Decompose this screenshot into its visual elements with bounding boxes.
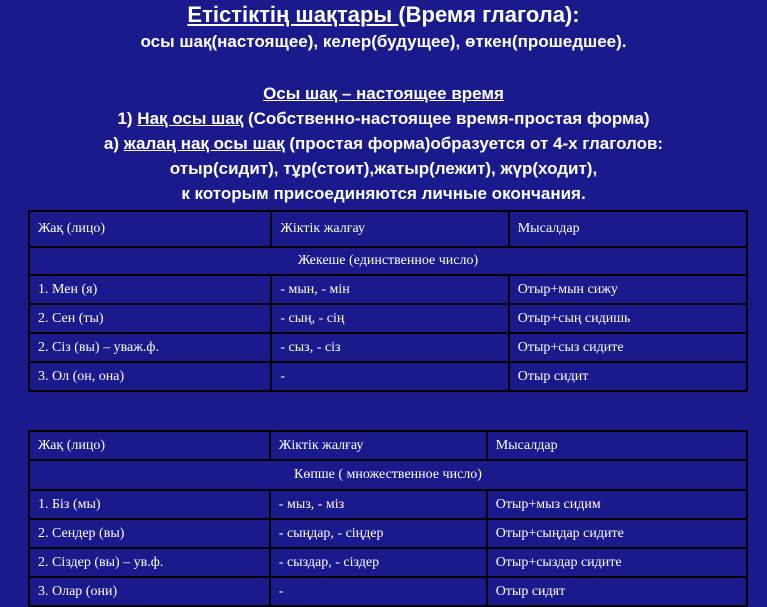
cell-example: Отыр сидят — [487, 577, 747, 606]
item-2 — [0, 134, 767, 154]
header-person: Жақ (лицо) — [29, 211, 271, 247]
header-examples: Мысалдар — [487, 431, 747, 460]
slide-subtitle: осы шақ(настоящее), келер(будущее), өткен(прошедшее). — [140, 32, 627, 51]
cell-ending: - сыз, - сіз — [271, 333, 508, 362]
header-ending: Жіктік жалғау — [271, 211, 508, 247]
plural-table — [28, 430, 748, 607]
title-underlined: Етістіктің шақтары — [187, 2, 399, 27]
table-row — [29, 577, 747, 606]
table-row — [29, 304, 747, 333]
table-header-row — [29, 211, 747, 247]
cell-person: 2. Сіздер (вы) – ув.ф. — [29, 548, 270, 577]
singular-table — [28, 210, 748, 392]
table-row — [29, 548, 747, 577]
cell-ending: - — [270, 577, 487, 606]
item-1-underlined: Нақ осы шақ — [137, 109, 244, 128]
singular-subheader: Жекеше (единственное число) — [29, 247, 747, 275]
cell-example: Отыр+сыз сидите — [509, 333, 747, 362]
item-2-prefix: а) — [103, 134, 124, 153]
cell-person: 2. Сендер (вы) — [29, 519, 270, 548]
cell-ending: - мыз, - міз — [270, 490, 487, 519]
cell-person: 3. Олар (они) — [29, 577, 270, 606]
header-ending: Жіктік жалғау — [270, 431, 487, 460]
cell-example: Отыр+мыз сидим — [487, 490, 747, 519]
cell-ending: - сыңдар, - сіңдер — [270, 519, 487, 548]
table-row — [29, 275, 747, 304]
endings-line: к которым присоединяются личные окончания. — [181, 184, 586, 203]
section-heading-text: Осы шақ – настоящее время — [263, 84, 504, 103]
table-row — [29, 362, 747, 391]
cell-example: Отыр+сыңдар сидите — [487, 519, 747, 548]
header-person: Жақ (лицо) — [29, 431, 270, 460]
cell-example: Отыр+мын сижу — [509, 275, 747, 304]
cell-example: Отыр сидит — [509, 362, 747, 391]
cell-person: 1. Біз (мы) — [29, 490, 270, 519]
item-1-rest: (Собственно-настоящее время-простая форма) — [243, 109, 650, 128]
cell-ending: - — [271, 362, 508, 391]
table-row — [29, 519, 747, 548]
section-heading — [0, 84, 767, 104]
table-row — [29, 333, 747, 362]
header-examples: Мысалдар — [509, 211, 747, 247]
item-2-underlined: жалаң нақ осы шақ — [123, 134, 285, 153]
cell-person: 1. Мен (я) — [29, 275, 271, 304]
cell-person: 3. Ол (он, она) — [29, 362, 271, 391]
item-1-prefix: 1) — [117, 109, 138, 128]
slide-title — [0, 2, 767, 28]
table-header-row — [29, 431, 747, 460]
title-rest: (Время глагола): — [398, 2, 580, 27]
cell-person: 2. Сіз (вы) – уваж.ф. — [29, 333, 271, 362]
cell-person: 2. Сен (ты) — [29, 304, 271, 333]
verbs-line: отыр(сидит), тұр(стоит),жатыр(лежит), жүр(ходит), — [169, 159, 598, 178]
item-2-rest: (простая форма)образуется от 4-х глаголов: — [284, 134, 664, 153]
table-subheader-row — [29, 247, 747, 275]
cell-ending: - сың, - сің — [271, 304, 508, 333]
plural-subheader: Көпше ( множественное число) — [29, 460, 747, 490]
cell-example: Отыр+сыздар сидите — [487, 548, 747, 577]
cell-example: Отыр+сың сидишь — [509, 304, 747, 333]
table-subheader-row — [29, 460, 747, 490]
cell-ending: - мын, - мін — [271, 275, 508, 304]
item-1 — [0, 109, 767, 129]
cell-ending: - сыздар, - сіздер — [270, 548, 487, 577]
table-row — [29, 490, 747, 519]
